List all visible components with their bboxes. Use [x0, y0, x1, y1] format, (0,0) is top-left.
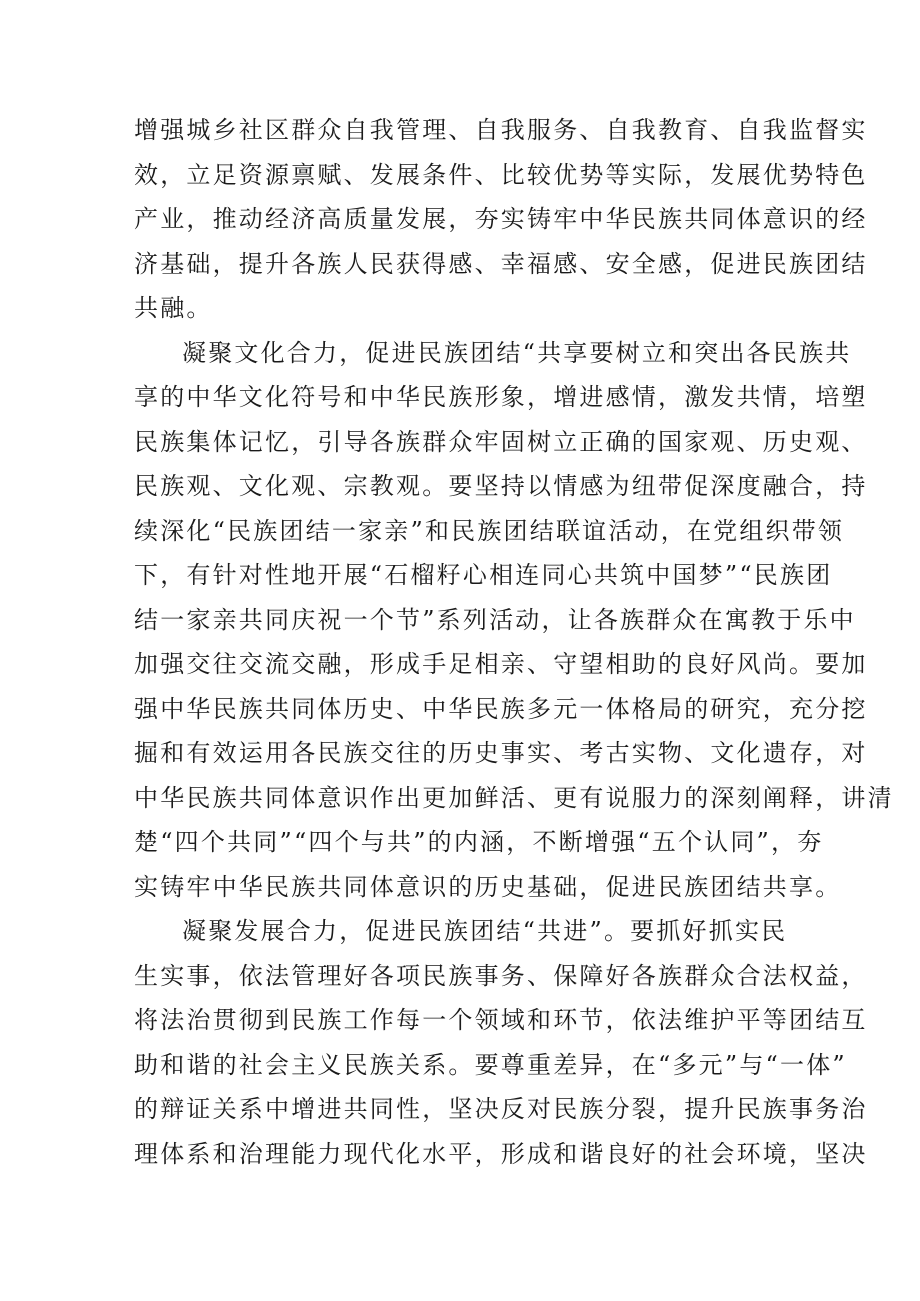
text-line: 将法治贯彻到民族工作每一个领域和环节，依法维护平等团结互 — [134, 1006, 868, 1034]
text-line: 生实事，依法管理好各项民族事务、保障好各族群众合法权益， — [134, 961, 868, 990]
text-line: 产业，推动经济高质量发展，夯实铸牢中华民族共同体意识的经 — [134, 205, 868, 233]
text-line: 实铸牢中华民族共同体意识的历史基础，促进民族团结共享。 — [134, 872, 842, 901]
text-line: 理体系和治理能力现代化水平，形成和谐良好的社会环境，坚决 — [134, 1139, 868, 1168]
text-line: 的辩证关系中增进共同性，坚决反对民族分裂，提升民族事务治 — [134, 1095, 868, 1123]
text-line: 效，立足资源禀赋、发展条件、比较优势等实际，发展优势特色 — [134, 160, 868, 189]
text-line: 续深化“民族团结一家亲”和民族团结联谊活动，在党组织带领 — [134, 516, 845, 545]
text-line: 强中华民族共同体历史、中华民族多元一体格局的研究，充分挖 — [134, 694, 868, 723]
body-text — [134, 108, 894, 1176]
text-line: 结一家亲共同庆祝一个节”系列活动，让各族群众在寓教于乐中 — [134, 605, 856, 634]
text-line: 民族观、文化观、宗教观。要坚持以情感为纽带促深度融合，持 — [134, 472, 868, 500]
text-line: 济基础，提升各族人民获得感、幸福感、安全感，促进民族团结 — [134, 249, 868, 278]
text-line: 享的中华文化符号和中华民族形象，增进感情，激发共情，培塑 — [134, 383, 868, 411]
text-line: 中华民族共同体意识作出更加鲜活、更有说服力的深刻阐释，讲清 — [134, 783, 894, 812]
text-line: 下，有针对性地开展“石榴籽心相连同心共筑中国梦”“民族团 — [134, 561, 833, 589]
text-line: 助和谐的社会主义民族关系。要尊重差异，在“多元”与“一体” — [134, 1050, 847, 1079]
text-line: 加强交往交流交融，形成手足相亲、守望相助的良好风尚。要加 — [134, 650, 868, 678]
paragraph-start-line: 凝聚文化合力，促进民族团结“共享要树立和突出各民族共 — [182, 338, 852, 367]
text-line: 共融。 — [134, 294, 213, 322]
text-line: 民族集体记忆，引导各族群众牢固树立正确的国家观、历史观、 — [134, 427, 868, 456]
text-line: 增强城乡社区群众自我管理、自我服务、自我教育、自我监督实 — [134, 116, 868, 144]
text-line: 掘和有效运用各民族交往的历史事实、考古实物、文化遗存，对 — [134, 739, 868, 767]
paragraph-start-line: 凝聚发展合力，促进民族团结“共进”。要抓好抓实民 — [182, 917, 788, 945]
text-line: 楚“四个共同”“四个与共”的内涵，不断增强“五个认同”，夯 — [134, 828, 824, 856]
